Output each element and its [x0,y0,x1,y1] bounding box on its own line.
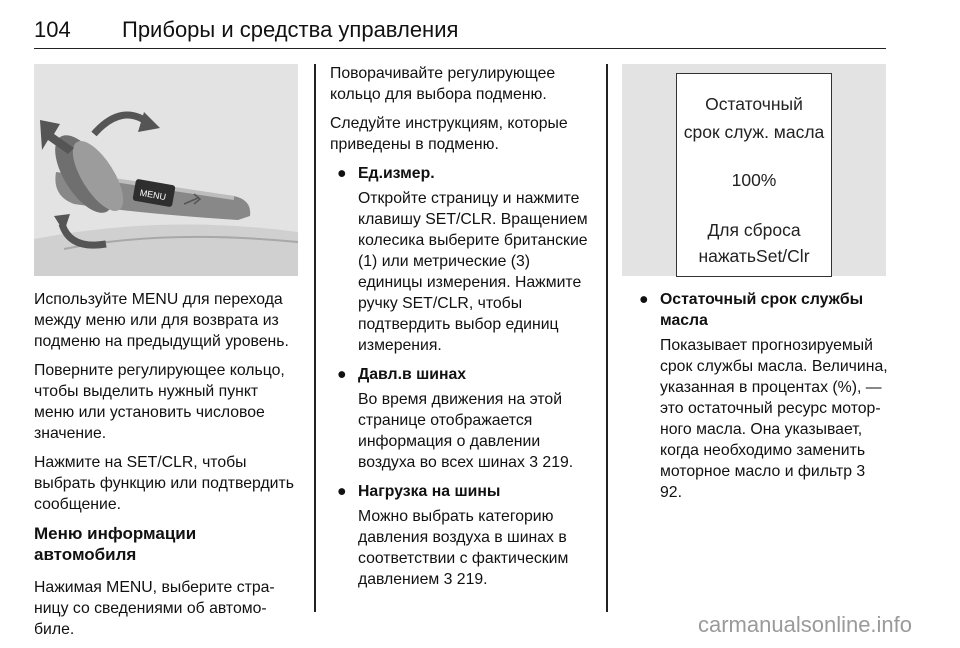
display-line3: Для сброса [707,220,801,240]
column-divider [606,64,608,612]
list-item-text: Во время движения на этой странице отображается информация о давлении воздуха во всех шинах 3 219. [358,391,574,471]
list-item [330,163,598,356]
watermark: carmanualsonline.info [698,612,913,637]
column-2 [330,63,598,598]
list-item-title: Ед.измер. [358,165,435,182]
bullet-icon: ● [639,291,649,308]
display-value: 100% [731,170,777,190]
display-line4: нажатьSet/Clr [698,246,810,266]
list-item-text: Откройте страницу и нажмите клавишу SET/CLR. Вращением колесика выберите британские (1) или метрические (3) единицы измерения. Нажмите ручку SET/CLR, чтобы подтвердить выбор единиц измерения. [358,190,588,354]
column-divider [314,64,316,612]
list-item-text: Показывает прогнозируемый срок службы масла. Величина, указанная в процентах (%), — это остаточный ресурс мотор-ного масла. Она указывает, когда необходимо заменить моторное масло и фильтр 3 92. [660,337,888,501]
bullet-icon: ● [337,165,347,182]
list-item-text: Можно выбрать категорию давления воздуха в шинах в соответствии с фактическим давлением 3 219. [358,508,569,588]
page-number: 104 [34,17,71,42]
paragraph: Используйте MENU для перехода между меню или для возврата из подменю на предыдущий уровень. [34,291,289,350]
paragraph: Нажмите на SET/CLR, чтобы выбрать функцию или подтвердить сообщение. [34,454,294,513]
paragraph: Следуйте инструкциям, которые приведены в подменю. [330,115,568,153]
bullet-icon: ● [337,483,347,500]
paragraph: Поверните регулирующее кольцо, чтобы выделить нужный пункт меню или установить числовое значение. [34,362,285,442]
list-item-title: Нагрузка на шины [358,483,501,500]
menu-button-label: MENU [138,187,167,203]
stalk-illustration [34,64,298,276]
bullet-icon: ● [337,366,347,383]
paragraph: Нажимая MENU, выберите стра-ницу со сведениями об автомо-биле. [34,579,275,638]
column-1 [34,289,300,648]
list-item-title: Остаточный срок службы масла [660,291,864,329]
page-title: Приборы и средства управления [122,17,459,42]
display-line2: срок служ. масла [683,122,825,142]
stalk-drawing [34,64,298,276]
list-item [330,481,598,590]
column-3 [632,289,888,511]
list-item-title: Давл.в шинах [358,366,467,383]
page-header [34,10,886,49]
dashboard-shape [34,224,298,276]
paragraph: Поворачивайте регулирующее кольцо для выбора подменю. [330,65,556,103]
list-item [330,364,598,473]
display-line1: Остаточный [705,94,803,114]
list-item [632,289,888,503]
display-screen [676,73,832,277]
stalk-lever [44,126,250,222]
section-heading: Меню информации автомобиля [34,524,197,564]
